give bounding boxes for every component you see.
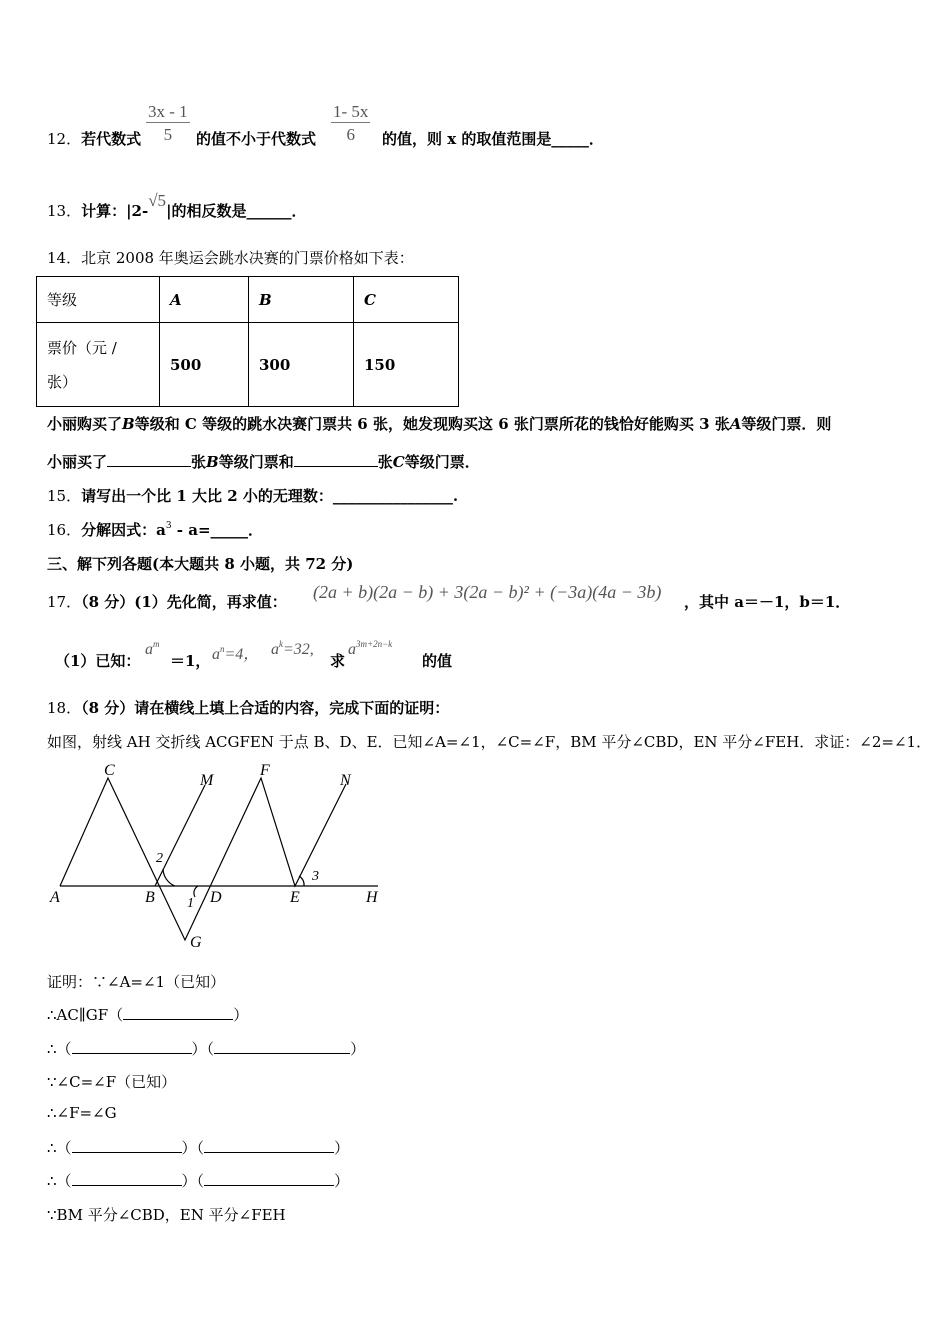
q17-a-exp xyxy=(348,641,392,659)
proof-line-8: ∵BM 平分∠CBD，EN 平分∠FEH xyxy=(47,1206,286,1224)
q13-text2: |的相反数是______． xyxy=(166,202,307,220)
table-cell-price-a: 500 xyxy=(160,323,249,407)
proof-blank-6[interactable] xyxy=(72,1171,182,1186)
table-cell-price-b: 300 xyxy=(249,323,354,407)
proof-blank-1[interactable] xyxy=(123,1005,233,1020)
proof-blank-2[interactable] xyxy=(72,1039,192,1054)
q14-line1-c: 等级和 C 等级的跳水决赛门票共 6 张，她发现购买这 6 张门票所花的钱恰好能购买 3 张 xyxy=(134,415,730,433)
q17-a-k-exp: k xyxy=(279,639,283,649)
q17-a-m xyxy=(145,641,160,659)
q17-a-k-base: a xyxy=(271,641,279,658)
proof-line-3-text: ∴（ xyxy=(47,1040,72,1058)
q15-line xyxy=(47,485,458,506)
q14-line1-b: B xyxy=(122,415,135,433)
label-n: N xyxy=(340,772,351,789)
q17-a3-exp: 3m+2n−k xyxy=(356,639,393,649)
q14-blank-1[interactable] xyxy=(107,452,191,467)
geometry-figure xyxy=(40,755,400,955)
q17-a-n xyxy=(212,641,259,664)
q17-end: 的值 xyxy=(422,652,453,670)
q17-part2-label: （1）已知： xyxy=(55,652,141,670)
q12-frac1-denominator: 5 xyxy=(163,125,173,144)
q17-eq3: =32, xyxy=(283,641,314,658)
label-m: M xyxy=(200,772,214,789)
q14-line2 xyxy=(47,451,480,472)
q17-line1 xyxy=(47,591,287,612)
price-label-line1: 票价（元 / xyxy=(47,338,117,357)
q12-frac2-denominator: 6 xyxy=(346,125,355,144)
proof-line-2 xyxy=(47,1004,248,1025)
label-f: F xyxy=(260,762,270,779)
label-d: D xyxy=(210,889,222,906)
q12-text3: 的值，则 x 的取值范围是_____． xyxy=(382,130,604,148)
proof-line-2-close: ） xyxy=(233,1006,249,1024)
price-label-line2: 张） xyxy=(47,372,78,391)
proof-line-6-text: ∴（ xyxy=(47,1139,72,1157)
proof-line-4: ∵∠C=∠F（已知） xyxy=(47,1073,177,1091)
proof-line-5: ∴∠F=∠G xyxy=(47,1104,117,1122)
q18-number: 18． xyxy=(47,699,82,717)
q14-line1-d: A xyxy=(729,415,742,433)
proof-line-7-close: ） xyxy=(334,1172,350,1190)
label-b: B xyxy=(145,889,155,906)
q13-text1: 计算：|2- xyxy=(81,202,149,220)
proof-line-3-mid: ）（ xyxy=(191,1040,215,1058)
table-header-grade: 等级 xyxy=(37,277,160,323)
q14-blank-2[interactable] xyxy=(294,452,378,467)
proof-blank-7[interactable] xyxy=(204,1171,334,1186)
q12-fraction-1 xyxy=(146,102,190,145)
label-angle-1: 1 xyxy=(187,896,194,911)
proof-line-6-mid: ）（ xyxy=(181,1139,205,1157)
proof-blank-3[interactable] xyxy=(214,1039,350,1054)
angle-2-arc xyxy=(163,869,175,886)
q17-a-n-exp: n xyxy=(220,644,225,654)
q17-eq2: =4， xyxy=(224,646,260,663)
table-header-c: C xyxy=(354,277,459,323)
proof-line-7-mid: ）（ xyxy=(181,1172,205,1190)
q15-number: 15． xyxy=(47,487,82,505)
label-g: G xyxy=(190,934,202,951)
table-row-price-label xyxy=(37,323,160,407)
q18-text1: （8 分）请在横线上填上合适的内容，完成下面的证明： xyxy=(81,699,450,717)
label-h: H xyxy=(366,889,378,906)
table-header-a: A xyxy=(160,277,249,323)
q14-line1 xyxy=(47,413,831,434)
q17-a-n-base: a xyxy=(212,646,220,663)
q14-line2-e: 张 xyxy=(377,453,393,471)
label-a: A xyxy=(50,889,60,906)
q18-text2: 如图，射线 AH 交折线 ACGFEN 于点 B、D、E．已知∠A=∠1，∠C=∠F，BM 平分∠CBD，EN 平分∠FEH．求证：∠2=∠1． xyxy=(47,733,932,751)
q14-line2-g: 等级门票． xyxy=(404,453,480,471)
q13-number: 13． xyxy=(47,202,82,220)
label-angle-2: 2 xyxy=(156,851,163,866)
q14-line2-f: C xyxy=(392,453,405,471)
q14-line2-b: 张 xyxy=(191,453,207,471)
q17-a3-base: a xyxy=(348,641,356,658)
q17-a-k xyxy=(271,641,314,659)
q16-text2: - a=_____． xyxy=(171,521,264,539)
proof-blank-4[interactable] xyxy=(72,1138,182,1153)
q14-line1-a: 小丽购买了 xyxy=(47,415,123,433)
q14-number: 14． xyxy=(47,249,82,267)
q14-line2-a: 小丽买了 xyxy=(47,453,108,471)
q12-frac2-numerator: 1- 5x xyxy=(333,102,369,121)
label-c: C xyxy=(104,762,115,779)
angle-1-arc xyxy=(194,886,198,897)
q15-text: 请写出一个比 1 大比 2 小的无理数：________________. xyxy=(81,487,459,505)
q13-line xyxy=(47,191,307,221)
proof-line-3-close: ） xyxy=(350,1040,366,1058)
proof-line-3 xyxy=(47,1038,365,1059)
q17-qiu: 求 xyxy=(330,652,346,670)
proof-line-1: 证明：∵∠A=∠1（已知） xyxy=(47,973,226,991)
q12-fraction-2 xyxy=(331,102,370,145)
q17-a-m-exp: m xyxy=(153,639,160,649)
q18-line1 xyxy=(47,697,449,718)
q17-eq1: ＝1， xyxy=(170,652,211,670)
ticket-price-table xyxy=(36,276,459,407)
q16-text1: 分解因式：a xyxy=(81,521,166,539)
table-cell-price-c: 150 xyxy=(354,323,459,407)
q12-line xyxy=(47,128,141,149)
label-e: E xyxy=(290,889,300,906)
proof-line-2-text: ∴AC∥GF（ xyxy=(47,1006,124,1024)
q12-text2: 的值不小于代数式 xyxy=(196,130,317,148)
q17-text1: （8 分）(1）先化简，再求值： xyxy=(81,593,287,611)
q14-line2-c: B xyxy=(206,453,219,471)
proof-line-7 xyxy=(47,1170,349,1191)
section3-heading: 三、解下列各题(本大题共 8 小题，共 72 分) xyxy=(47,555,354,573)
proof-blank-5[interactable] xyxy=(204,1138,334,1153)
q14-line2-d: 等级门票和 xyxy=(218,453,294,471)
q12-number: 12． xyxy=(47,130,82,148)
proof-line-7-text: ∴（ xyxy=(47,1172,72,1190)
table-header-b: B xyxy=(249,277,354,323)
q12-frac1-numerator: 3x - 1 xyxy=(148,102,188,121)
q16-number: 16． xyxy=(47,521,82,539)
q16-line xyxy=(47,519,263,540)
ray-bm xyxy=(155,785,205,886)
q16-sup: 3 xyxy=(165,521,172,531)
polyline-acgfen xyxy=(60,778,346,940)
q17-text2: ，其中 a＝－1，b＝1． xyxy=(684,593,851,611)
q12-text1: 若代数式 xyxy=(81,130,142,148)
label-angle-3: 3 xyxy=(312,869,319,884)
q13-radical: √5 xyxy=(148,191,167,210)
q14-intro: 北京 2008 年奥运会跳水决赛的门票价格如下表： xyxy=(81,249,414,267)
q17-a-m-base: a xyxy=(145,641,153,658)
q14-intro-line xyxy=(47,247,414,268)
q17-expression: (2a + b)(2a − b) + 3(2a − b)² + (−3a)(4a − 3b) xyxy=(313,582,662,602)
proof-line-6-close: ） xyxy=(334,1139,350,1157)
q17-number: 17． xyxy=(47,593,82,611)
proof-line-6 xyxy=(47,1137,349,1158)
q14-line1-e: 等级门票．则 xyxy=(741,415,832,433)
